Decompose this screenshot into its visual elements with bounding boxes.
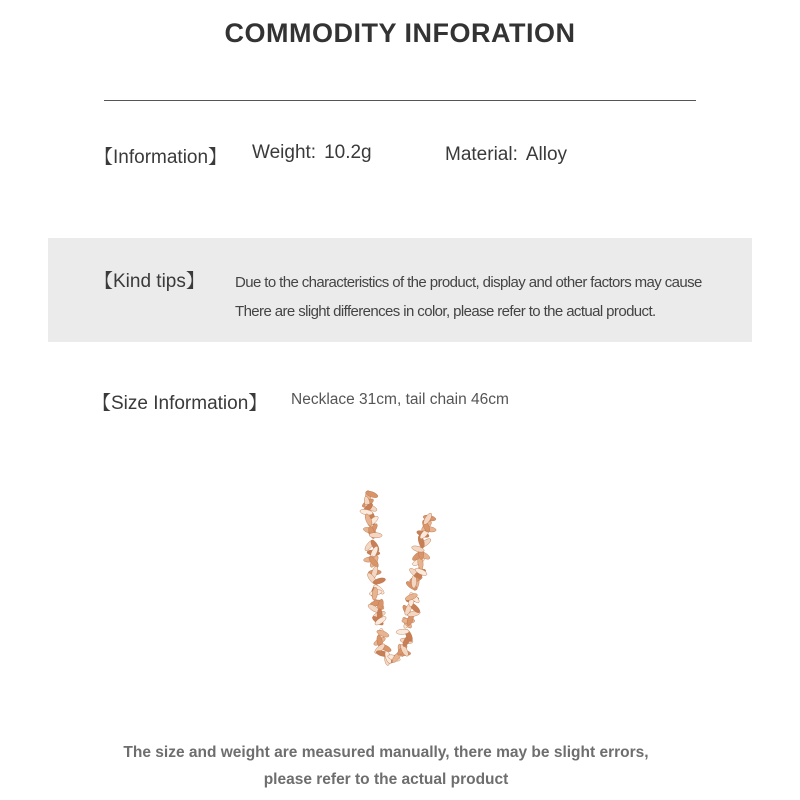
title-divider [104, 100, 696, 101]
kind-tips-line-1: Due to the characteristics of the product, display and other factors may cause [235, 274, 702, 291]
kind-tips-label: 【Kind tips】 [94, 271, 205, 292]
kind-tips-line-2: There are slight differences in color, please refer to the actual product. [235, 303, 656, 320]
measurement-note [0, 739, 772, 793]
material-field [445, 144, 567, 166]
necklace-illustration [350, 485, 450, 675]
measurement-note-line-2: please refer to the actual product [263, 771, 509, 788]
size-information-label: 【Size Information】 [92, 393, 268, 414]
material-label: Material: [445, 144, 518, 165]
size-information-value: Necklace 31cm, tail chain 46cm [291, 391, 509, 408]
measurement-note-line-1: The size and weight are measured manually, there may be slight errors, [123, 744, 649, 761]
material-value: Alloy [525, 144, 568, 165]
information-label: 【Information】 [94, 147, 228, 168]
weight-field [252, 142, 372, 164]
product-image [350, 485, 450, 675]
kind-tips-text [235, 268, 702, 326]
page-title: COMMODITY INFORATION [224, 18, 576, 48]
weight-label: Weight: [252, 142, 317, 163]
weight-value: 10.2g [324, 142, 372, 163]
leaf-chain [359, 490, 436, 666]
